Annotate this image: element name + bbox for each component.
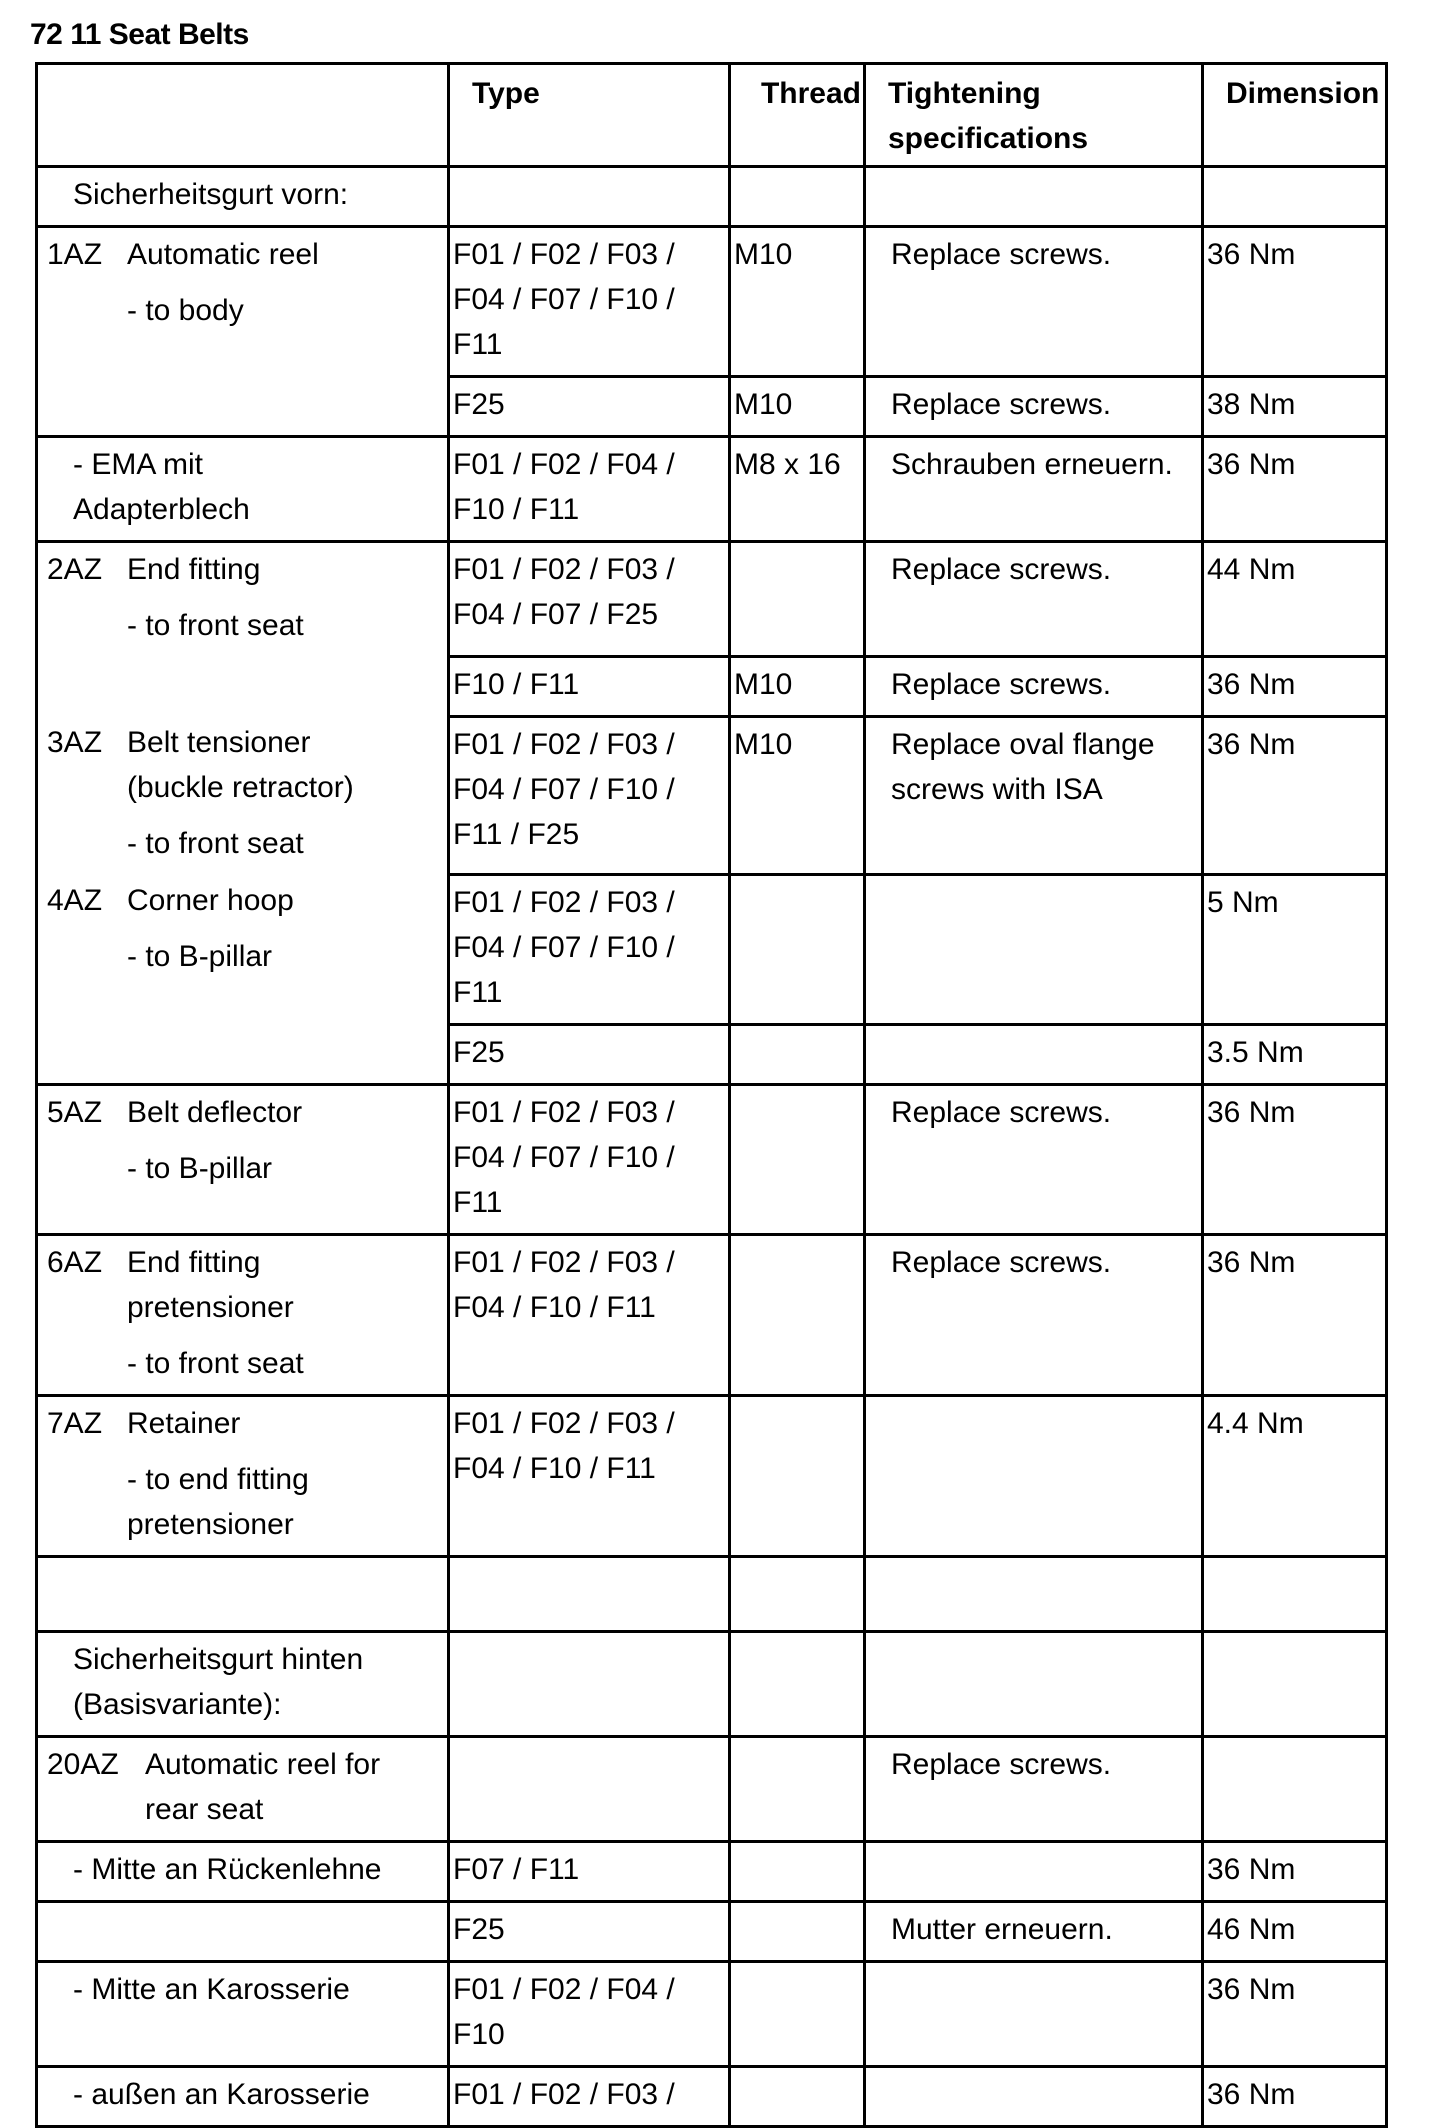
dimension-cell: 46 Nm <box>1203 1901 1387 1961</box>
item-code: 20AZ <box>47 1747 119 1781</box>
table-row <box>37 227 1387 377</box>
item-mitte-karosserie: - Mitte an Karosserie <box>37 1961 449 2066</box>
dimension-cell: 4.4 Nm <box>1203 1395 1387 1556</box>
thread-cell <box>730 1901 865 1961</box>
section-row-front <box>37 167 1387 227</box>
thread-cell <box>730 542 865 657</box>
item-name: Belt deflector <box>127 1095 303 1129</box>
item-3az <box>37 716 449 874</box>
table-row <box>37 377 1387 437</box>
thread-cell: M8 x 16 <box>730 437 865 542</box>
item-mitte-rueckenlehne: - Mitte an Rückenlehne <box>37 1841 449 1901</box>
item-2az <box>37 542 449 657</box>
item-1az <box>37 227 449 377</box>
item-sub: - to body <box>127 294 244 327</box>
header-dimension: Dimension <box>1203 64 1387 167</box>
section-label-rear: Sicherheitsgurt hinten (Basisvariante): <box>37 1631 449 1736</box>
table-row <box>37 2066 1387 2126</box>
header-type: Type <box>449 64 730 167</box>
item-name: End fitting pretensioner <box>127 1245 294 1324</box>
thread-cell <box>730 1395 865 1556</box>
item-sub: - to end fitting pretensioner <box>127 1462 309 1541</box>
item-name: Automatic reel for rear seat <box>145 1747 381 1826</box>
header-item <box>37 64 449 167</box>
spec-cell <box>865 1395 1203 1556</box>
spec-cell: Replace screws. <box>865 1736 1203 1841</box>
spec-cell: Mutter erneuern. <box>865 1901 1203 1961</box>
dimension-cell: 36 Nm <box>1203 656 1387 716</box>
section-row-rear <box>37 1631 1387 1736</box>
item-ema <box>37 437 449 542</box>
item-name: Retainer <box>127 1406 241 1440</box>
table-row <box>37 1024 1387 1084</box>
spec-cell: Schrauben erneuern. <box>865 437 1203 542</box>
empty-item-cell <box>37 1901 449 1961</box>
thread-cell <box>730 1084 865 1234</box>
type-cell: F07 / F11 <box>449 1841 730 1901</box>
torque-spec-table <box>35 62 1388 2128</box>
item-aussen-karosserie: - außen an Karosserie <box>37 2066 449 2126</box>
item-sub: - to front seat <box>127 827 304 860</box>
item-sub: - to front seat <box>127 1346 304 1380</box>
spec-cell: Replace screws. <box>865 542 1203 657</box>
item-name: Automatic reel <box>127 238 319 271</box>
type-cell: F01 / F02 / F03 / F04 / F07 / F25 <box>449 542 730 657</box>
item-sub: - to B-pillar <box>127 940 273 973</box>
spec-cell: Replace screws. <box>865 377 1203 437</box>
type-cell: F01 / F02 / F03 / F04 / F10 / F11 <box>449 1395 730 1556</box>
item-6az <box>37 1234 449 1395</box>
table-row <box>37 1084 1387 1234</box>
dimension-cell: 38 Nm <box>1203 377 1387 437</box>
spec-cell: Replace screws. <box>865 1084 1203 1234</box>
item-4az <box>37 874 449 1024</box>
thread-cell <box>730 1736 865 1841</box>
spec-cell: Replace screws. <box>865 227 1203 377</box>
table-row <box>37 656 1387 716</box>
thread-cell: M10 <box>730 716 865 874</box>
type-cell <box>449 1736 730 1841</box>
type-cell: F25 <box>449 377 730 437</box>
table-header-row <box>37 64 1387 167</box>
type-cell: F01 / F02 / F04 / F10 <box>449 1961 730 2066</box>
spec-cell <box>865 874 1203 1024</box>
dimension-cell: 36 Nm <box>1203 1961 1387 2066</box>
table-row <box>37 716 1387 874</box>
item-code: 5AZ <box>47 1095 103 1129</box>
item-name: End fitting <box>127 553 261 586</box>
spec-cell: Replace screws. <box>865 1234 1203 1395</box>
type-cell: F01 / F02 / F03 / F04 / F07 / F10 / F11 <box>449 227 730 377</box>
item-1az-cont <box>37 377 449 437</box>
dimension-cell: 36 Nm <box>1203 1234 1387 1395</box>
header-tightening-specifications: Tightening specifications <box>865 64 1203 167</box>
table-row <box>37 1736 1387 1841</box>
item-ema-line1: - EMA mit <box>73 448 204 481</box>
item-2az-cont <box>37 656 449 716</box>
item-sub: - to front seat <box>127 609 304 642</box>
spec-cell: Replace oval flange screws with ISA <box>865 716 1203 874</box>
item-4az-cont <box>37 1024 449 1084</box>
dimension-cell: 36 Nm <box>1203 2066 1387 2126</box>
empty-row <box>37 1556 1387 1631</box>
dimension-cell: 36 Nm <box>1203 437 1387 542</box>
section-label-front: Sicherheitsgurt vorn: <box>37 167 449 227</box>
type-cell: F01 / F02 / F03 / F04 / F07 / F10 / F11 <box>449 874 730 1024</box>
spec-cell <box>865 1961 1203 2066</box>
table-row <box>37 1395 1387 1556</box>
type-cell: F01 / F02 / F04 / F10 / F11 <box>449 437 730 542</box>
spec-cell <box>865 1024 1203 1084</box>
thread-cell: M10 <box>730 656 865 716</box>
item-code: 7AZ <box>47 1406 103 1440</box>
item-code: 6AZ <box>47 1245 103 1279</box>
item-ema-line2: Adapterblech <box>73 493 250 526</box>
type-cell: F25 <box>449 1901 730 1961</box>
item-code: 2AZ <box>47 553 103 586</box>
type-cell: F01 / F02 / F03 / F04 / F10 / F11 <box>449 1234 730 1395</box>
thread-cell <box>730 874 865 1024</box>
item-name: Belt tensioner (buckle retractor) <box>127 726 354 804</box>
thread-cell <box>730 1841 865 1901</box>
table-row <box>37 1961 1387 2066</box>
table-row <box>37 542 1387 657</box>
dimension-cell: 3.5 Nm <box>1203 1024 1387 1084</box>
spec-cell <box>865 1841 1203 1901</box>
thread-cell: M10 <box>730 227 865 377</box>
page-title: 72 11 Seat Belts <box>30 18 249 51</box>
dimension-cell <box>1203 1736 1387 1841</box>
item-code: 1AZ <box>47 238 103 271</box>
dimension-cell: 44 Nm <box>1203 542 1387 657</box>
table-row <box>37 1841 1387 1901</box>
spec-cell: Replace screws. <box>865 656 1203 716</box>
item-5az <box>37 1084 449 1234</box>
type-cell: F01 / F02 / F03 / <box>449 2066 730 2126</box>
type-cell: F01 / F02 / F03 / F04 / F07 / F10 / F11 / F25 <box>449 716 730 874</box>
thread-cell <box>730 1024 865 1084</box>
thread-cell <box>730 1234 865 1395</box>
type-cell: F10 / F11 <box>449 656 730 716</box>
thread-cell <box>730 1961 865 2066</box>
dimension-cell: 36 Nm <box>1203 1084 1387 1234</box>
type-cell: F01 / F02 / F03 / F04 / F07 / F10 / F11 <box>449 1084 730 1234</box>
table-row <box>37 874 1387 1024</box>
item-code: 3AZ <box>47 726 103 759</box>
item-sub: - to B-pillar <box>127 1151 273 1185</box>
dimension-cell: 36 Nm <box>1203 1841 1387 1901</box>
thread-cell <box>730 2066 865 2126</box>
dimension-cell: 5 Nm <box>1203 874 1387 1024</box>
header-thread: Thread <box>730 64 865 167</box>
dimension-cell: 36 Nm <box>1203 716 1387 874</box>
type-cell: F25 <box>449 1024 730 1084</box>
thread-cell: M10 <box>730 377 865 437</box>
item-name: Corner hoop <box>127 884 294 917</box>
table-row <box>37 1234 1387 1395</box>
table-row <box>37 437 1387 542</box>
item-20az <box>37 1736 449 1841</box>
item-code: 4AZ <box>47 884 103 917</box>
dimension-cell: 36 Nm <box>1203 227 1387 377</box>
spec-cell <box>865 2066 1203 2126</box>
table-row <box>37 1901 1387 1961</box>
item-7az <box>37 1395 449 1556</box>
